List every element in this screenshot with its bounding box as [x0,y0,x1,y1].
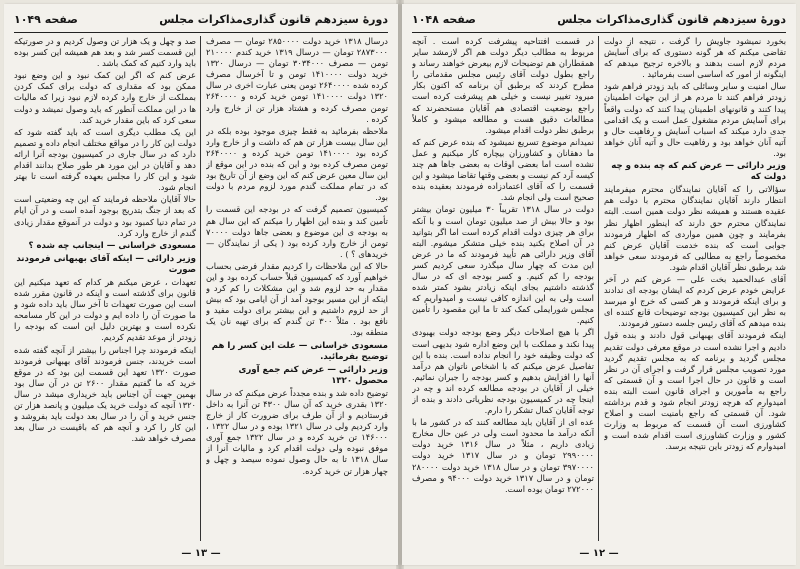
paragraph: حالا آقایان ملاحظه فرمایند که این چه وضعیتی است که بعد از جنگ بتدریج بوجود آمده است و در آن ایام در تمام دنیا کمبود بود و دولت در آنموقع مقدار زیادی گندم از خارج وارد کرد. [14,194,196,238]
page-footer-number: — ۱۲ — [579,548,619,559]
publication-title: مذاکرات مجلس [557,13,641,26]
paragraph: صد و چهل و یک هزار تن وصول کردیم و در صورتیکه این قسمت کسر شد و بعد هم همیشه این کسر بوده باید وارد کنیم که کمک باشد . [14,36,196,69]
text-column-left [412,36,594,541]
session-title: دورهٔ سیزدهم قانون گذاری [242,13,388,26]
column-divider [598,36,599,541]
page-header [14,10,388,33]
page-number-label: صفحه ۱۰۴۹ [14,13,78,26]
page-header [412,10,786,33]
paragraph: بخورد نمیشود جاویش را گرفت ، نتیجه از دولت تقاضی میکنم که هر گونه دستوری که برای آسایش مردم لازم است بدهند و بالاخره ترجیح میدهم که اینگونه از امور که اساسی است بفرمائید . [604,36,786,80]
speaker-heading: وزیر دارائی — اینکه آقای بهبهانی فرمودند صورت [16,253,196,275]
text-column-right [206,36,388,541]
paragraph: ملاحظه بفرمائید به فقط چیزی موجود بوده بلکه در این سال بیست هزار تن هم که داشت و از خارج وارد کرده بود ۱۴۱۰۰۰۰ تومن خرید کرده و ۲۶۴۰۰۰۰ تومن مصرف کرده بود و این که بنده در این موقع از این سال معین عرض کنم که این وضع از آن تاریخ بود که در تمام مملکت گندم مورد لزوم مردم با دولت بود. [206,125,388,203]
text-column-left [14,36,196,541]
paragraph: کمیسیون تصمیم گرفت که در بودجه این قسمت را تأمین کند و بنده این اظهار را میکنم که این سال هم به بودجه ی این موضوع و بعضی جاها دولت ۷۰۰۰۰ تومن از خارج وارد کرده بود ( یکی از نمایندگان — خریدهای ؟ ) . [206,204,388,259]
paragraph: دولت در سال ۱۳۱۸ تقریباً ۳۰ میلیون تومان بیشتر بود و حالا بیش از صد میلیون تومان است و با آنکه برای هر چیزی دولت اقدام کرده است اما اگر بتوانید در آن اصلاح بکنید بنده خیلی متشکر میشوم. البته آقای وزیر دارائی هم تأیید فرمودند که ما در عرض این مدت که چهار سال میگذرد سعی کردیم کسر بودجه را کم کنیم. و کسر بودجه ای که در سال گذشته داشتیم بجای اینکه زیادتر بشود کمتر شده است ولی به این اندازه کافی نیست و امیدواریم که مجلس شورایملی کمک کند تا ما این مقصود را تأمین کنیم. [412,204,594,326]
paragraph: حالا که این ملاحظات را کردیم مقدار فرضی بحساب خواهیم آورد که کمیسیون قبلاً حساب کرده بود و این مقدار به حد لزوم شد و این مشکلات را کم کرد و اینکه از این مسیر بوجود آمد از آن ایامی بود که بیش از حد لزوم داشتیم و این بیشتر برای دولت مفید و نافع بود . مثلاً ۳۰۰ تن گندم که برای تهیه نان یک منطقه بود. [206,260,388,338]
paragraph: درسال ۱۳۱۸ خرید دولت ۲۸۵۰۰۰۰ تومان — مصرف ۲۸۷۳۰۰۰ تومان — درسال ۱۳۱۹ خرید کندم ۲۱۰۰۰۰ تومن — مصرف ۳۰۳۴۰۰۰ تومان — درسال ۱۳۲۰ خرید دولت ۱۴۱۰۰۰۰ تومن و تا آخرسال مصرف کرده شده ۲۶۴۰۰۰۰ تومن یعنی عبارت اخری در سال ۱۳۲۰ دولت ۱۴۱۰۰۰۰ تومن خرید کرده و ۲۶۴۰۰۰۰ تومن مصرف کرده و هشتاد هزار تن از خارج وارد کرده . [206,36,388,124]
paragraph: عده ای از آقایان باید مطالعه کنند که در کشور ما با آنکه درآمد ما محدود است ولی در عین حال مخارج زیادی داریم ، مثلاً در سال ۱۳۱۶ خرید دولت ۲۹۹۰۰۰۰ تومان و در سال ۱۳۱۷ خرید دولت ۳۹۷۰۰۰۰ تومان و در سال ۱۳۱۸ خرید دولت ۲۸۰۰۰۰ تومان و در سال ۱۳۱۷ خرید دولت ۹۴۰۰۰ و مصرف ۲۷۲۰۰۰ تومان بوده است. [412,417,594,494]
speaker-heading: مسعودی خراسانی — اینجانب چه شده ؟ [28,240,196,251]
paragraph: عرض کنم که اگر این کمک نبود و این وضع نبود ممکن بود که مقداری که دولت برای کمک کردن بمملکت از خارج وارد کرده لازم نبود زیرا که مالیات ها در این مملکت آنطور که باید وصول نمیشد و دولت سعی کرد که باین مقدار خرید کند. [14,70,196,125]
speaker-heading: مسعودی خراسانی — علت این کسر را هم توضیح بفرمائید. [211,340,388,362]
page-number-label: صفحه ۱۰۴۸ [412,13,476,26]
paragraph: نمیدانم موضوع تسریع نمیشود که بنده عرض کنم که ما دهقانان و کشاورزان بیچاره کار میکنیم و عمل نشده است اما بعضی اوقات به بعضی جاها هم چند کیسه آرد کم نیست و بعضی وقتها تقاضا میشود و این قسمت را که آقای اعتمادزاده فرمودند بعقیده بنده صحیح است ولی انجام شد. [412,136,594,203]
column-divider [200,36,201,541]
speaker-heading: وزیر دارائی — عرض کنم جمع آوری محصول ۱۳۲۰ [238,364,388,386]
paragraph: تعهدات ، عرض میکنم هر کدام که تعهد میکنیم این قانون برای گذشته است و اینکه در قانون مقرر شده است این صورت تعهدات تا آخر سال باید داده شود و ما صورت آن را داده ایم و دولت در این کار مسامحه نکرده است و بهترین دلیل این است که بودجه را زودتر از موعد تقدیم کردیم. [14,276,196,343]
paragraph: آقای عبدالحمید بخت علی — عرض کنم در آخر عرایض خودم عرض کردم که ایشان بودجه ای ندادند و برای اینکه فرمودند و هر کسی که خرج او میرسد به نظر این کمیسیون بودجه توضیحات قانع کننده ای بنده میدهم که آقای رئیس جلسه دستور فرمودند. [604,273,786,329]
paragraph: توضیح داده شد و بنده مجدداً عرض میکنم که در سال ۱۳۲۰ بقدری خرید که آن سال ۴۳۰۰ تن آنرا به داخل فرستادیم و از آن طرف برای ضرورت کار از خارج وارد کردیم ولی در سال ۱۳۲۱ بوده و در سال ۱۳۲۲ ، ۱۴۶۰۰۰ تن خرید کرده و در سال ۱۳۲۲ جمع آوری موفق نبوده ولی دولت اقدام کرد و مالیات آنرا از سال ۱۳۱۸ تا به حال وصول نموده سیصد و چهل و چهار هزار تن خرید کرده. [206,387,388,476]
page-footer-number: — ۱۳ — [181,548,221,559]
text-column-right [604,36,786,541]
paragraph: در قسمت افتتاحیه پیشرفت کرده است . آنچه مربوط به مطالب دیگر دولت هم اگر لازمشد سایر همقطاران هم توضیحات لازم بیعرض خواهند رساند و راجع بطول دولت آقای رئیس مجلس مقدماتی را مطرح کردند که برطبق آن برنامه که اکنون بکار میرود تغییر نیست و خیلی هم پیشرفت کرده است راجع بوضعیت اقتصادی هم آقایان مستحضرند که مطالعات دقیق هست و مطالعه میشود و کاملاً برطبق نظر دولت اقدام میشود. [412,36,594,135]
speaker-heading: وزیر دارائی — عرض کنم که چه بنده و چه دولت که [611,161,786,183]
paragraph: سؤالاتی را که آقایان نمایندگان محترم میفرمایند انتظار دارند آقایان نمایندگان محترم با دولت هم عقیده هستند و همیشه نظر دولت همین است. البته نمایندگان محترم حق دارند که اینطور اظهار نظر بفرمایند و چون همین مواردی که اظهار فرمودند جوابی است که بنده خدمت آقایان عرض کنم مخصوصاً راجع به مطالبی که فرمودند سعی خواهد شد برطبق نظر آقایان اقدام شود. [604,184,786,272]
publication-title: مذاکرات مجلس [159,13,243,26]
session-title: دورهٔ سیزدهم قانون گذاری [640,13,786,26]
paragraph: اگر با هیچ اصلاحات دیگر وضع بودجه دولت بهبودی پیدا نکند و مملکت با این وضع اداره شود بدیهی است که دولت وظیفه خود را انجام نداده است. بنده با این تفاصیل عرض میکنم که با اشخاص ناتوان هم درآمد آنها را افزایش بدهیم و کسر بودجه را جبران نمائیم. خیلی از آقایان در بودجه مطالعه کرده اند و چه در اینجا چه در کمیسیون بودجه نظریاتی دادند و بنده از توجه آقایان کمال تشکر را دارم. [412,327,594,416]
right-page [402,4,796,565]
paragraph: اینکه فرمودند چرا اجناس را بیشتر از آنچه گفته شده است خریدند، جنس فرمودند آقای بهبهانی فرمودند صورت ۱۳۲۰ تعهد این قسمت این بود که در موقع خرید که ما گفتیم مقدار ۲۶۰۰ تن در آن سال بود بهمین جهت آن اجناس باید خریداری میشد در سال ۱۳۲۰ آنچه که دولت خرید یک میلیون و پانصد هزار تن جنس خرید و آن را در سال بعد دولت باید بفروشد و این کار را کرد و آنچه هم که باقیست در سال بعد مصرف خواهد شد. [14,344,196,444]
left-page [4,4,398,565]
paragraph: این یک مطلب دیگری است که باید گفته شود که دولت این کار را در مواقع مختلف انجام داده و تصمیم دارد که در سال جاری در کمیسیون بودجه آنرا ارائه دهد و آقایان در این مورد هر طور صلاح بدانند اقدام شود و این کار را مجلس بعهده گرفته است تا بهتر انجام شود. [14,126,196,193]
paragraph: سال امنیت و سایر وسائلی که باید زودتر فراهم شود زودتر فراهم کنند تا مردم هر از این جهات اطمینان پیدا کنند و قانونهای اطمینان پیدا کنند که دولت واقعاً برای آسایش مردم مشغول عمل است و یک اقدامی جدی دارد میکند که اسباب آسایش و رفاهیت حال و آتیه آنان خواهد بود و رفاهیت حال و آتیه آنان خواهد بود. [604,81,786,158]
paragraph: اینکه فرمودند آقای بهبهانی قول دادند و بنده قول دادیم و اجرا نشده است در موقع معرفی دولت تقدیم مجلس گردید و برنامه که به مجلس تقدیم گردید مورد تصویب مجلس قرار گرفت و اجرای آن در نظر است و قانون در حال اجرا است و آن قسمتی که راجع به مأمورین و اجرای قانون است البته بنده امیدوارم که هرچه زودتر انجام شود و قدم برداشته شود. آن قسمتی که راجع بامنیت است و اصلاح کشاورزی است آن قسمت که مربوط به وزارت کشور و وزارت کشاورزی است اقدام شده است و امیدوارم که زودتر باین نتیجه برسد. [604,330,786,452]
